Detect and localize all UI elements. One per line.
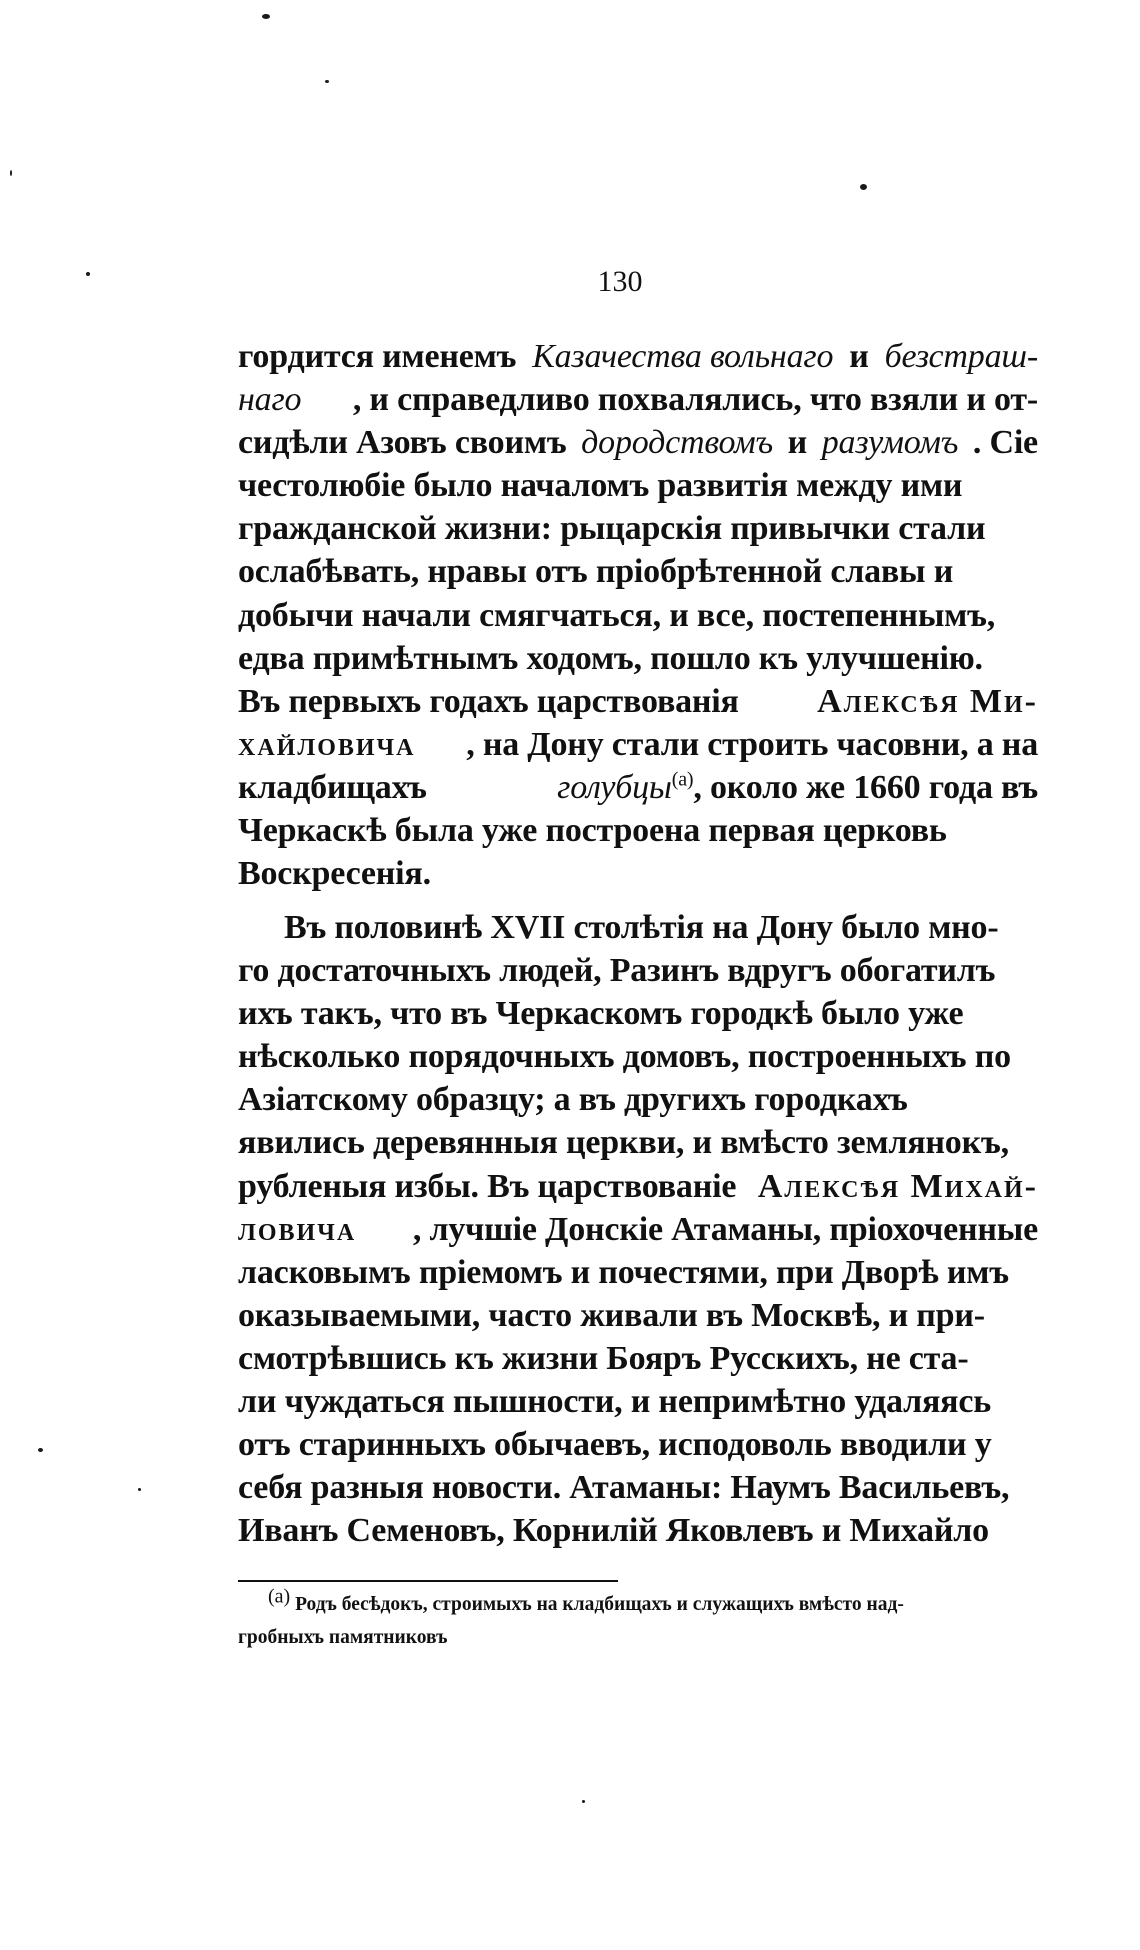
scan-speck [860, 184, 867, 190]
page-number: 130 [597, 265, 643, 298]
text-line: рубленыя избы. Въ царствованіе Алексѣя Михай- [238, 1167, 1038, 1205]
text-line: сидѣли Азовъ своимъ дородствомъ и разумомъ . Сіе [238, 424, 1038, 462]
text-line: нѣсколько порядочныхъ домовъ, построенныхъ по [238, 1038, 1011, 1076]
text-line: честолюбіе было началомъ развитія между ими [238, 467, 963, 505]
text-line: ласковымъ пріемомъ и почестями, при Дворѣ имъ [238, 1253, 1009, 1291]
text-line: гражданской жизни: рыцарскія привычки стали [238, 510, 986, 548]
scan-speck [262, 14, 270, 19]
scan-speck [582, 1800, 585, 1803]
text-line: ли чуждаться пышности, и непримѣтно удаляясь [238, 1383, 992, 1421]
footnote-divider [238, 1580, 618, 1582]
footnote-reference: (a) [671, 768, 694, 791]
scan-speck [10, 170, 12, 176]
text-line: хайловича , на Дону стали строить часовни, а на [238, 725, 1038, 763]
text-line: Иванъ Семеновъ, Корнилій Яковлевъ и Михайло [238, 1512, 989, 1550]
scan-speck [138, 1488, 141, 1491]
text-line: едва примѣтнымъ ходомъ, пошло къ улучшенію. [238, 639, 983, 677]
text-line: гордится именемъ Казачества вольнаго и безстраш- [238, 338, 1038, 375]
text-line: го достаточныхъ людей, Разинъ вдругъ обогатилъ [238, 952, 996, 990]
scan-speck [86, 272, 90, 276]
text-line: Въ первыхъ годахъ царствованія Алексѣя Ми- [238, 682, 1038, 720]
scan-speck [325, 80, 329, 83]
footnote-marker: (a) [268, 1585, 291, 1608]
text-line: добычи начали смягчаться, и все, постепеннымъ, [238, 596, 996, 634]
paragraph-1 [238, 335, 1038, 895]
text-line: себя разныя новости. Атаманы: Наумъ Васильевъ, [238, 1469, 1010, 1507]
text-line: кладбищахъ голубцы$^{(a)}$, около же 1660 года въ [238, 768, 1038, 806]
text-line: отъ старинныхъ обычаевъ, исподоволь вводили у [238, 1426, 992, 1464]
text-line: Воскресенія. [238, 855, 431, 893]
text-line: ловича , лучшіе Донскіе Атаманы, пріохоченные [238, 1210, 1038, 1248]
text-line: оказываемыми, часто живали въ Москвѣ, и при- [238, 1296, 985, 1334]
text-line: ихъ такъ, что въ Черкаскомъ городкѣ было уже [238, 995, 964, 1033]
text-line: Азіатскому образцу; а въ другихъ городкахъ [238, 1081, 908, 1119]
scan-speck [38, 1448, 43, 1452]
footnote-line: (a) Родъ бесѣдокъ, строимыхъ на кладбищахъ и служащихъ вмѣсто над- [268, 1585, 904, 1615]
text-line: ослабѣвать, нравы отъ пріобрѣтенной славы и [238, 553, 954, 591]
paragraph-2 [238, 906, 1038, 1552]
footnote [238, 1585, 1038, 1654]
text-line: смотрѣвшись къ жизни Бояръ Русскихъ, не ста- [238, 1339, 969, 1377]
text-line: Черкаскѣ была уже построена первая церковь [238, 812, 947, 850]
text-line: Въ половинѣ XVII столѣтія на Дону было мно- [284, 909, 999, 946]
text-line: явились деревянныя церкви, и вмѣсто землянокъ, [238, 1124, 1009, 1162]
footnote-line: гробныхъ памятниковъ [238, 1627, 448, 1648]
text-line: наго , и справедливо похвалялись, что взяли и от- [238, 381, 1038, 419]
